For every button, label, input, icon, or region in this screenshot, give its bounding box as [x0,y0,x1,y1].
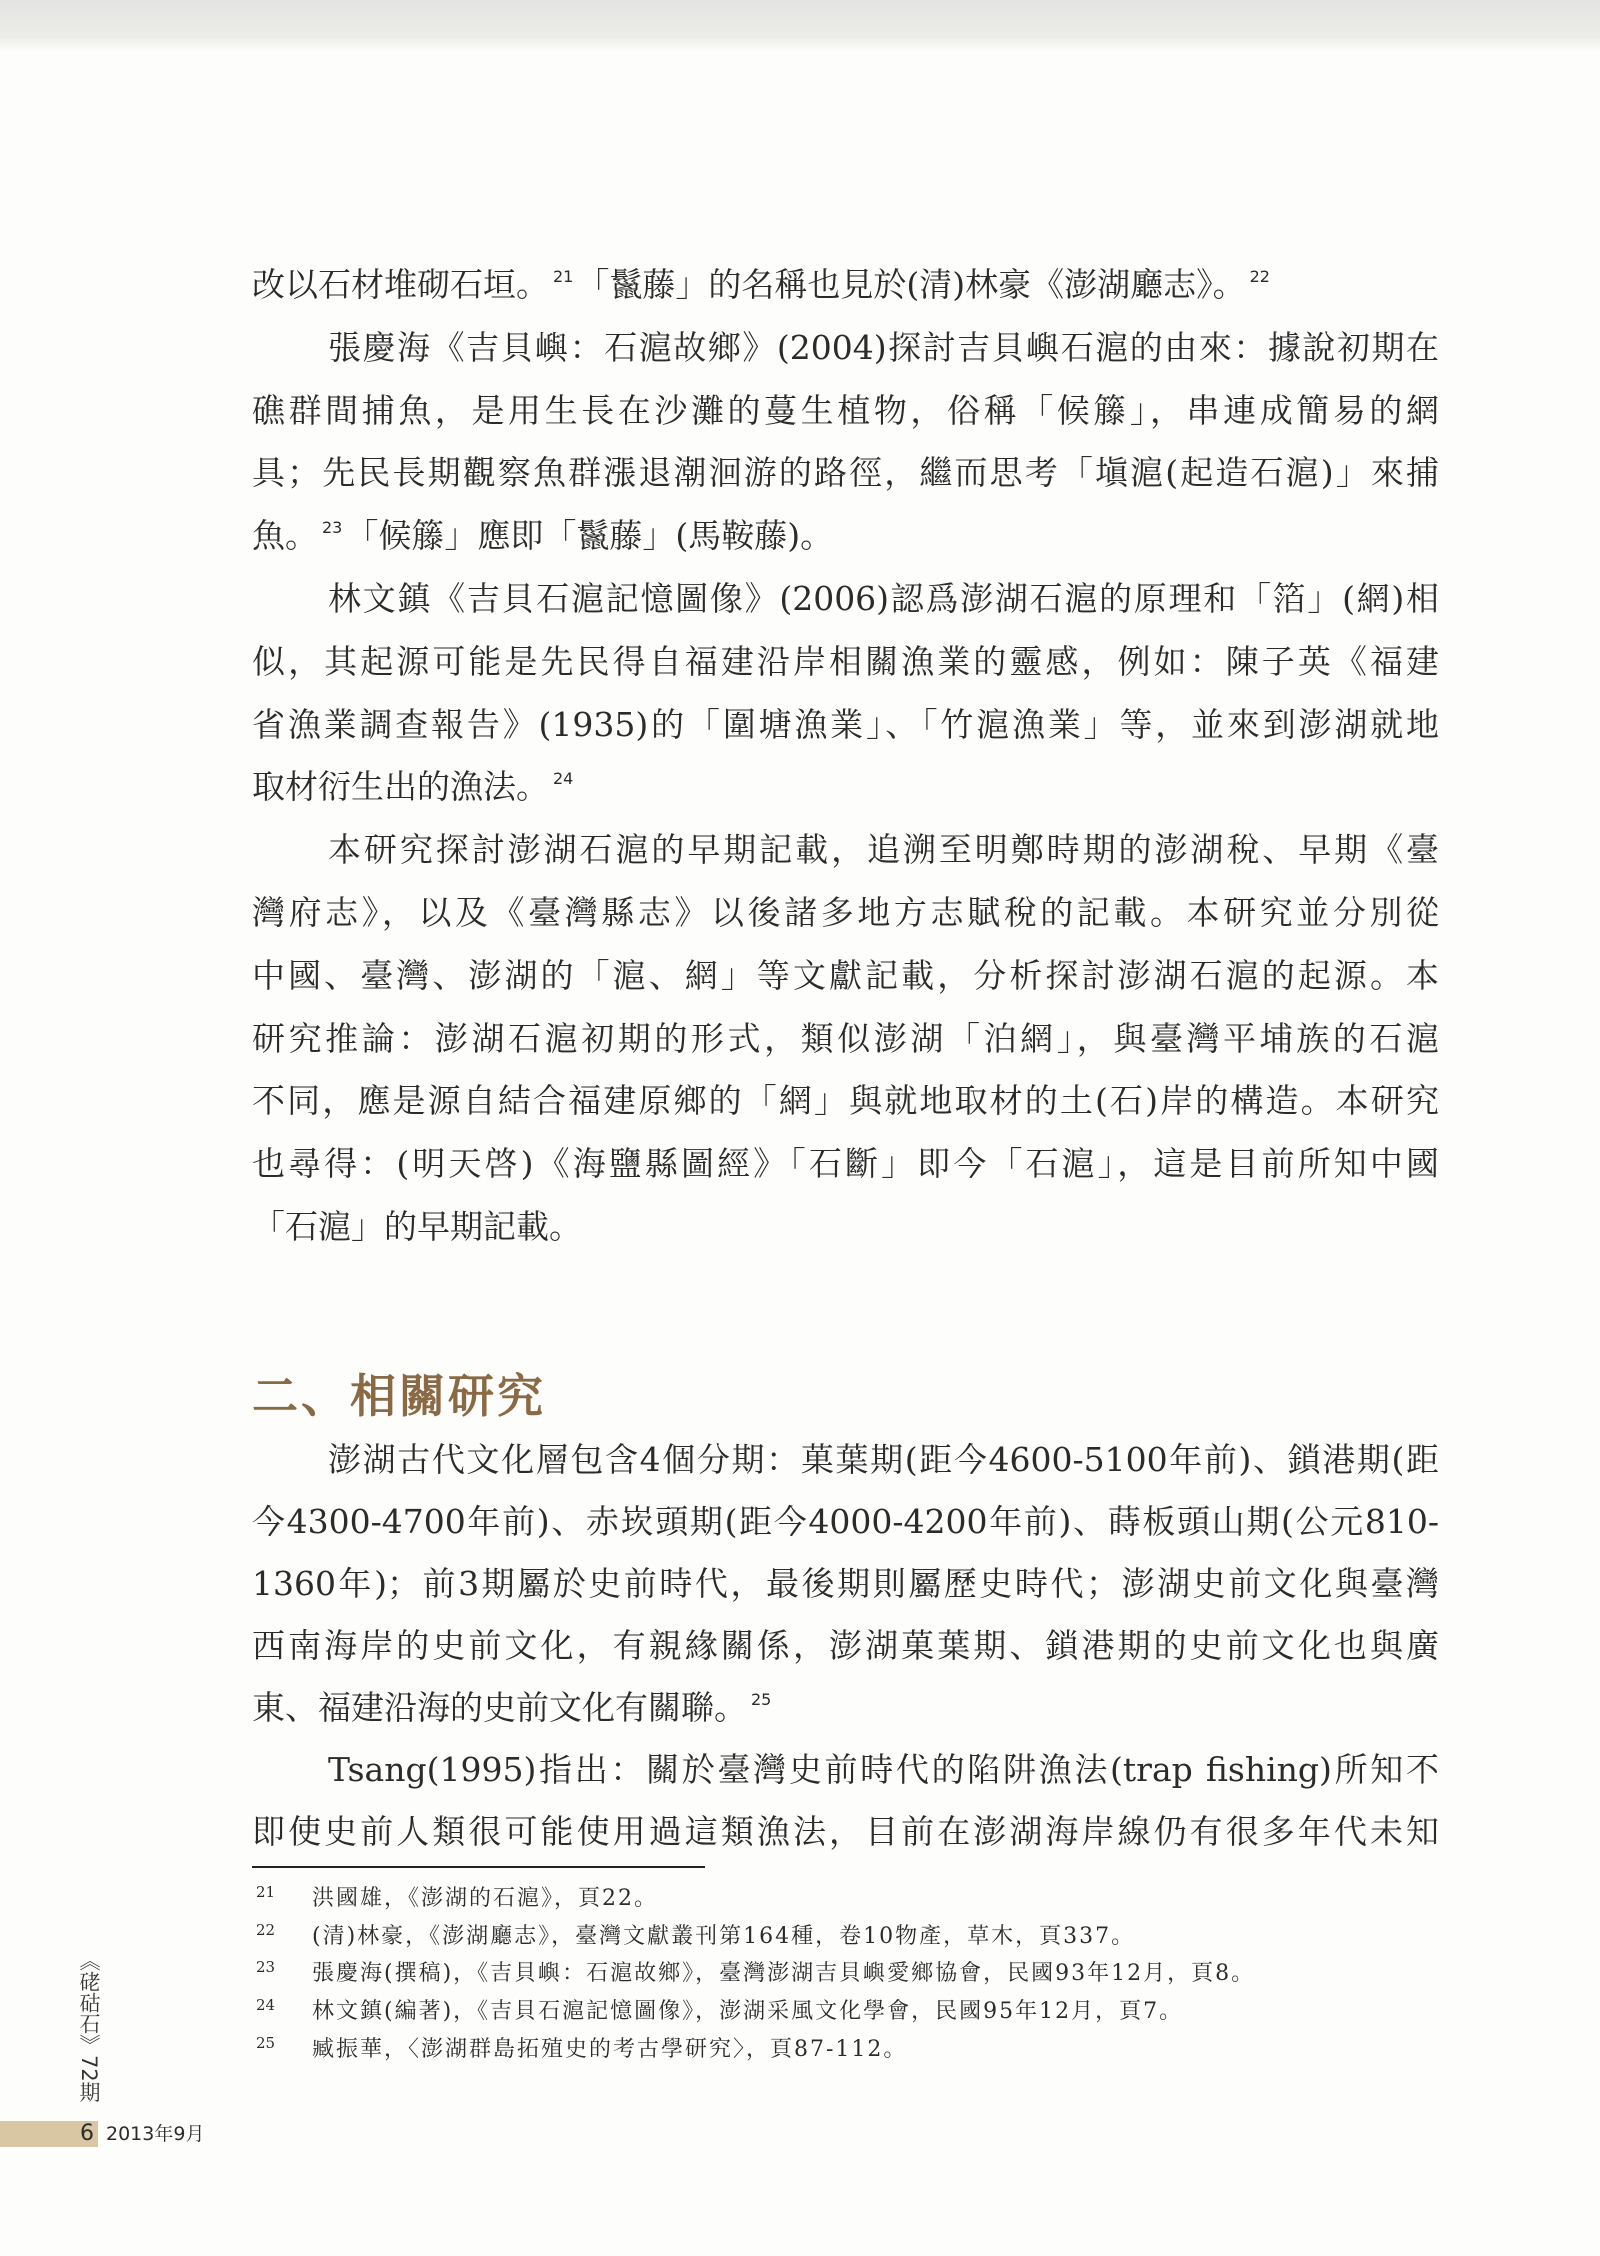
scan-shadow-top [0,0,1600,52]
footnote [252,2031,1439,2069]
body-text: 改以石材堆砌石垣。 [252,265,549,304]
body-line: 中國、臺灣、澎湖的「滬、網」等文獻記載，分析探討澎湖石滬的起源。本 [252,955,1439,995]
body-text: 取材衍生出的漁法。 [252,767,549,807]
body-line [252,1677,1439,1739]
body-text: 魚。 [252,516,318,556]
section-heading: 二、相關研究 [252,1369,546,1423]
footnote [252,1993,1439,2031]
body-line: 張慶海《吉貝嶼：石滬故鄉》(2004)探討吉貝嶼石滬的由來：據說初期在 [328,327,1439,367]
footnote-number: 25 [256,2033,276,2052]
footnote [252,1880,1439,1918]
body-line: 具；先民長期觀察魚群漲退潮洄游的路徑，繼而思考「塡滬(起造石滬)」來捕 [252,453,1439,493]
body-line: 即使史前人類很可能使用過這類漁法，目前在澎湖海岸線仍有很多年代未知 [252,1812,1439,1851]
footnote-text: 張慶海(撰稿)，《吉貝嶼：石滬故鄉》，臺灣澎湖吉貝嶼愛鄉協會，民國93年12月，頁8。 [312,1961,1256,1987]
folio-bar [0,2121,98,2147]
body-line: 林文鎮《吉貝石滬記憶圖像》(2006)認爲澎湖石滬的原理和「箔」(網)相 [328,578,1439,618]
footnote-text: 林文鎮(編著)，《吉貝石滬記憶圖像》，澎湖采風文化學會，民國95年12月，頁7。 [312,1999,1184,2025]
footnote-text: 洪國雄，《澎湖的石滬》，頁22。 [312,1886,658,1911]
body-text: 「鬣藤」的名稱也見於(清)林豪《澎湖廳志》。 [576,265,1246,304]
body-line: 也尋得：(明天啓)《海鹽縣圖經》「石斷」即今「石滬」，這是目前所知中國 [252,1144,1439,1184]
body-line: 研究推論：澎湖石滬初期的形式，類似澎湖「泊網」，與臺灣平埔族的石滬 [252,1018,1439,1058]
section-text [252,1429,1439,1863]
body-line: 省漁業調查報告》(1935)的「圍塘漁業」、「竹滬漁業」等，並來到澎湖就地 [252,704,1439,744]
body-line: 似，其起源可能是先民得自福建沿岸相關漁業的靈感，例如：陳子英《福建 [252,641,1439,681]
footnote-ref: 25 [751,1690,772,1709]
body-line: 灣府志》，以及《臺灣縣志》以後諸多地方志賦稅的記載。本研究並分別從 [252,892,1439,932]
body-line: 礁群間捕魚，是用生長在沙灘的蔓生植物，俗稱「候籐」，串連成簡易的網 [252,390,1439,430]
footnote-number: 21 [256,1883,276,1901]
footnote-number: 22 [256,1920,276,1939]
footnote-rule [252,1866,705,1868]
page-number: 6 [80,2121,94,2146]
footnote [252,1918,1439,1956]
body-line: 西南海岸的史前文化，有親緣關係，澎湖菓葉期、鎖港期的史前文化也與廣 [252,1626,1439,1665]
footnote-ref: 22 [1249,267,1270,286]
body-line: 1360年)；前3期屬於史前時代，最後期則屬歷史時代；澎湖史前文化與臺灣 [252,1564,1439,1603]
footnote-ref: 24 [553,769,574,789]
footnote-ref: 23 [322,518,343,538]
footnote-ref: 21 [553,267,574,286]
body-line: 今4300-4700年前)、赤崁頭期(距今4000-4200年前)、蒔板頭山期(公元810- [252,1502,1439,1541]
body-line: Tsang(1995)指出：關於臺灣史前時代的陷阱漁法(trap fishing)所知不 [328,1750,1439,1789]
body-line [252,254,1439,317]
intro-text [252,254,1439,1259]
body-line: 本研究探討澎湖石滬的早期記載，追溯至明鄭時期的澎湖稅、早期《臺 [328,830,1439,870]
body-text: 「候籐」應即「鬣藤」(馬鞍藤)。 [345,516,834,556]
issue-date: 2013年9月 [106,2123,205,2145]
footnote-number: 24 [256,1996,276,2015]
footnote-number: 23 [256,1958,276,1977]
footnote [252,1955,1439,1993]
body-line [252,505,1439,568]
footnote-text: (清)林豪，《澎湖廳志》，臺灣文獻叢刊第164種，卷10物產，草木，頁337。 [312,1923,1136,1949]
body-line [252,756,1439,819]
body-line: 「石滬」的早期記載。 [252,1206,582,1246]
body-text: 東、福建沿海的史前文化有關聯。 [252,1688,747,1727]
body-line: 不同，應是源自結合福建原鄉的「網」與就地取材的土(石)岸的構造。本研究 [252,1081,1439,1121]
footnotes [252,1880,1439,2068]
body-line: 澎湖古代文化層包含4個分期：菓葉期(距今4600-5100年前)、鎖港期(距 [328,1440,1439,1479]
footnote-text: 臧振華，〈澎湖群島拓殖史的考古學研究〉，頁87-112。 [312,2036,908,2062]
journal-title-vertical: 《硓𥑮石》72期 [77,1950,101,2103]
